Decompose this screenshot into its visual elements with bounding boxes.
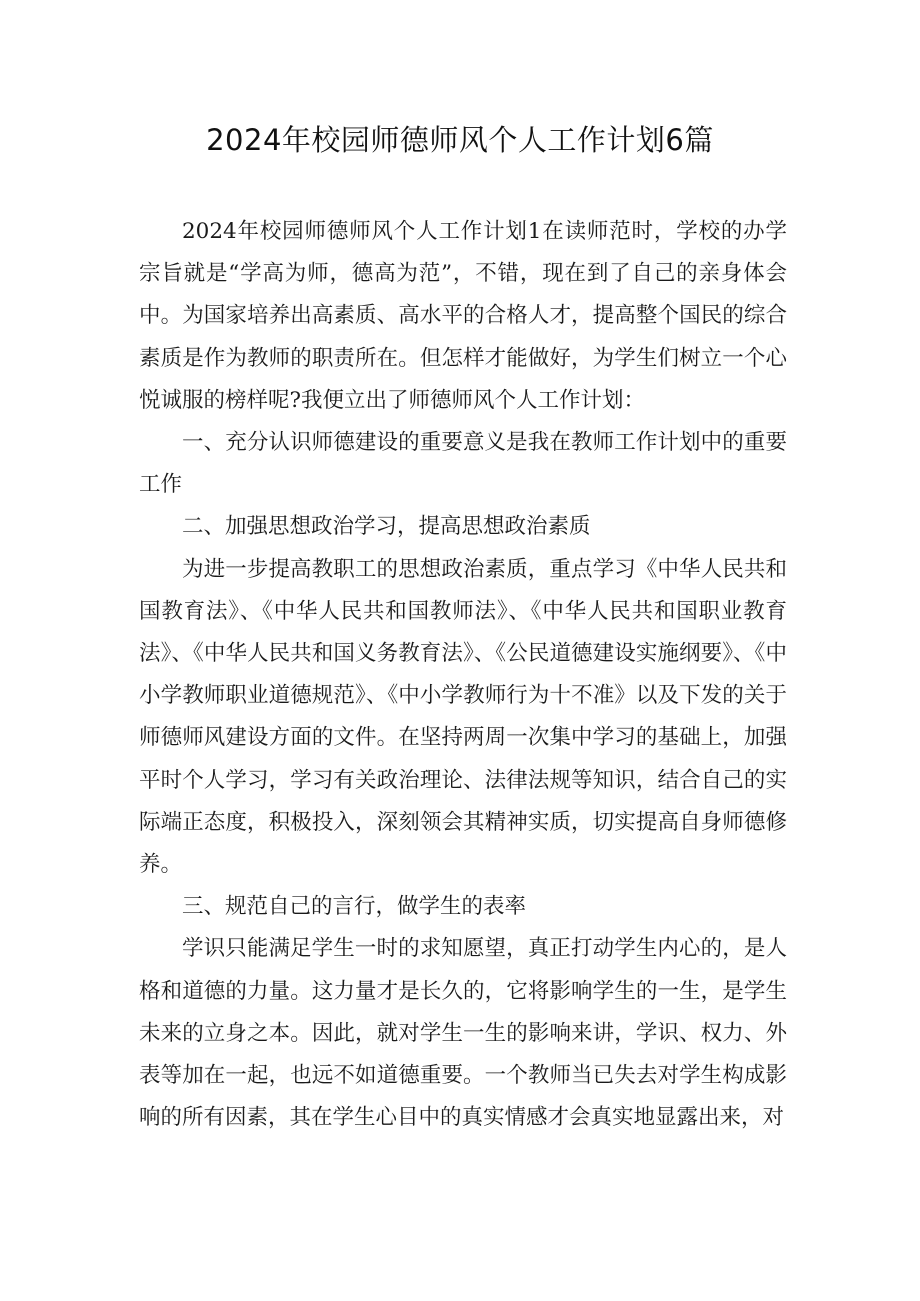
- paragraph-intro: 2024年校园师德师风个人工作计划1在读师范时，学校的办学宗旨就是“学高为师，德高为范”，不错，现在到了自己的亲身体会中。为国家培养出高素质、高水平的合格人才，提高整个国民的综合素质是作为教师的职责所在。但怎样才能做好，为学生们树立一个心悦诚服的榜样呢?我便立出了师德师风个人工作计划：: [139, 219, 787, 413]
- document-body: [139, 211, 787, 1139]
- paragraph-conduct: 学识只能满足学生一时的求知愿望，真正打动学生内心的，是人格和道德的力量。这力量才是长久的，它将影响学生的一生，是学生未来的立身之本。因此，就对学生一生的影响来讲，学识、权力、外表等加在一起，也远不如道德重要。一个教师当已失去对学生构成影响的所有因素，其在学生心目中的真实情感才会真实地显露出来，对: [139, 936, 787, 1131]
- section-heading-1: 一、充分认识师德建设的重要意义是我在教师工作计划中的重要工作: [139, 430, 787, 498]
- section-heading-3: 三、规范自己的言行，做学生的表率: [182, 894, 527, 920]
- paragraph-study: 为进一步提高教职工的思想政治素质，重点学习《中华人民共和国教育法》、《中华人民共和国教师法》、《中华人民共和国职业教育法》、《中华人民共和国义务教育法》、《公民道德建设实施纲要》、《中小学教师职业道德规范》、《中小学教师行为十不准》以及下发的关于师德师风建设方面的文件。在坚持两周一次集中学习的基础上，加强平时个人学习，学习有关政治理论、法律法规等知识，结合自己的实际端正态度，积极投入，深刻领会其精神实质，切实提高自身师德修养。: [139, 556, 787, 878]
- section-heading-2: 二、加强思想政治学习，提高思想政治素质: [182, 514, 591, 540]
- document-title: 2024年校园师德师风个人工作计划6篇: [206, 123, 714, 157]
